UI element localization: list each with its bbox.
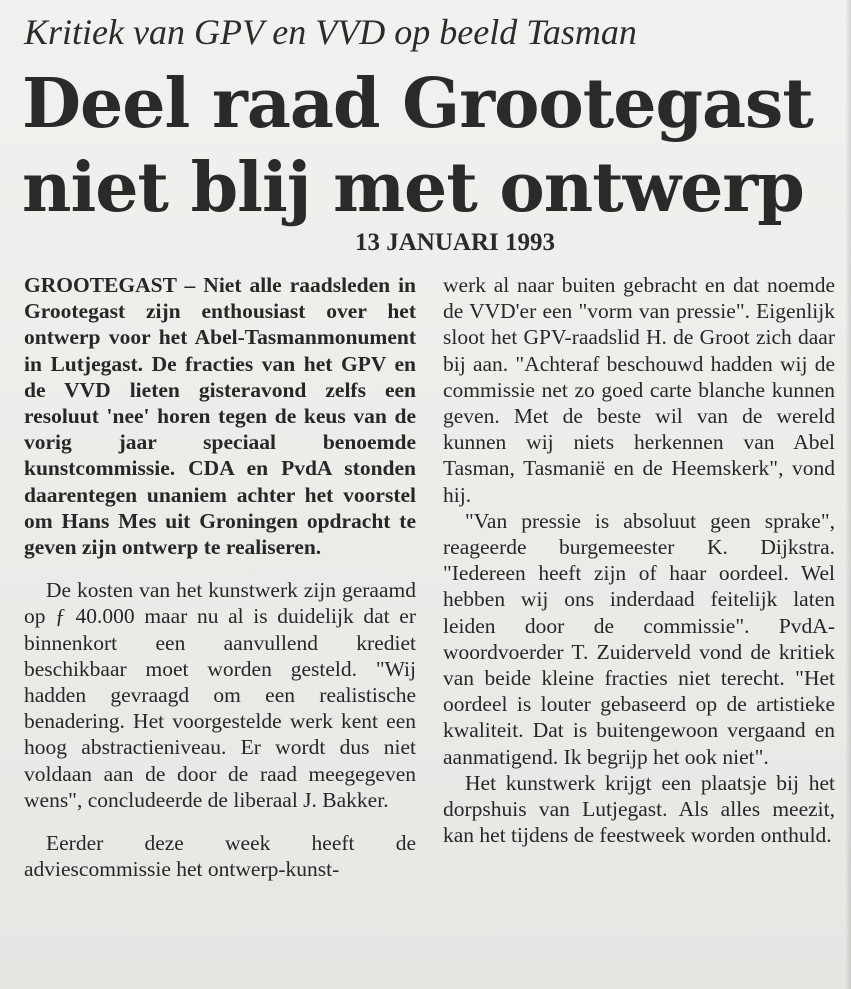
headline-line-2: niet blij met ontwerp: [22, 148, 804, 228]
body-paragraph: Het kunstwerk krijgt een plaatsje bij het dorpshuis van Lutjegast. Als alles meezit, kan het tijdens de feestweek worden onthuld.: [443, 770, 835, 848]
body-paragraph: "Van pressie is absoluut geen sprake", reageerde burgemeester K. Dijkstra. "Iedereen heeft zijn of haar oordeel. Wel hebben wij ons inderdaad feitelijk laten leiden door de commissie". PvdA-woordvoerder T. Zuiderveld vond de kritiek van beide kleine fracties niet terecht. "Het oordeel is louter gebaseerd op de artistieke kwaliteit. Dat is buitengewoon vergaand en aanmatigend. Ik begrijp het ook niet".: [443, 508, 835, 769]
body-paragraph: werk al naar buiten gebracht en dat noemde de VVD'er een "vorm van pressie". Eigenlijk sloot het GPV-raadslid H. de Groot zich daar bij aan. "Achteraf beschouwd hadden wij de commissie net zo goed carte blanche kunnen geven. Met de beste wil van de wereld kunnen wij niets herkennen van Abel Tasman, Tasmanië en de Heemskerk", vond hij.: [443, 273, 835, 507]
article-column-right: [443, 272, 835, 848]
article-date: 13 JANUARI 1993: [355, 229, 555, 256]
article-column-left: [24, 272, 416, 882]
body-paragraph: De kosten van het kunstwerk zijn geraamd op ƒ 40.000 maar nu al is duidelijk dat er binnenkort een aanvullend krediet beschikbaar moet worden gesteld. "Wij hadden gevraagd om een realistische benadering. Het voorgestelde werk kent een hoog abstractieniveau. Er wordt dus niet voldaan aan de door de raad meegegeven wens", concludeerde de liberaal J. Bakker.: [24, 578, 416, 812]
paper-edge-shadow: [845, 0, 851, 989]
article-headline: [22, 62, 842, 230]
headline-line-1: Deel raad Grootegast: [22, 64, 813, 144]
lead-paragraph: GROOTEGAST – Niet alle raadsleden in Grootegast zijn enthousiast over het ontwerp voor het Abel-Tasmanmonument in Lutjegast. De fracties van het GPV en de VVD lieten gisteravond zelfs een resoluut 'nee' horen tegen de keus van de vorig jaar speciaal benoemde kunstcommissie. CDA en PvdA stonden daarentegen unaniem achter het voorstel om Hans Mes uit Groningen opdracht te geven zijn ontwerp te realiseren.: [24, 273, 416, 560]
body-paragraph: Eerder deze week heeft de adviescommissie het ontwerp-kunst-: [24, 831, 416, 882]
article-kicker: Kritiek van GPV en VVD op beeld Tasman: [24, 12, 637, 52]
